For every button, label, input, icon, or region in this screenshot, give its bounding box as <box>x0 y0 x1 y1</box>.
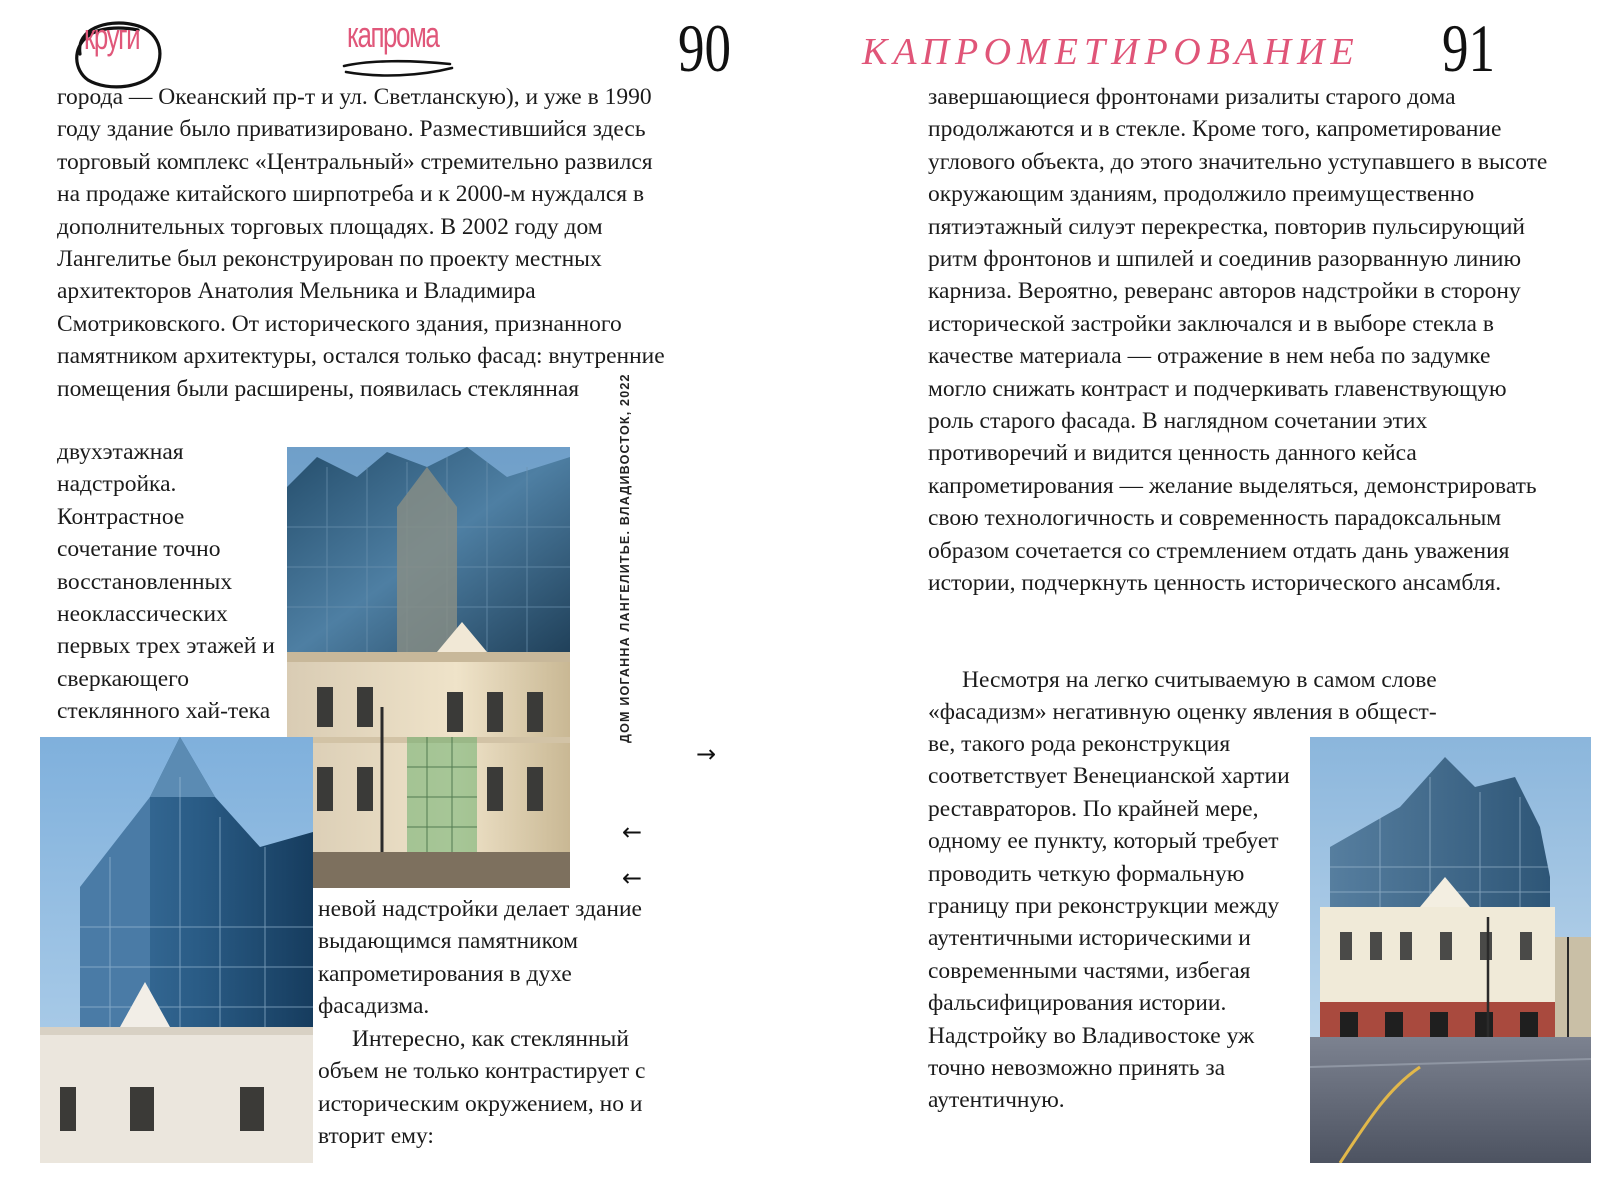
page-number-right: 91 <box>1442 10 1496 86</box>
building-photo-glass-corner <box>40 737 313 1163</box>
body-text-main: завершающиеся фронтонами ризалиты старого дома продолжаются и в стекле. Кроме того, капрометирование углового объекта, до этого значительно уступавшего в высоте окружающим зданиям, продолжило преимущественно пятиэтажный силуэт перекрестка, повторив пульсирующий ритм фронтонов и шпилей и соединив разорванную линию карниза. Вероятно, реверанс авторов надстройки в сторону исторической застройки заключался и в выборе стекла в качестве материала — отражение в нем неба по задумке могло снижать контраст и подчеркивать главенствующую роль старого фасада. В наглядном сочетании этих противоречий и видится ценность данного кейса капрометирования — желание выделяться, демонстрировать свою технологичность и современность парадоксальным образом сочетается со стремлением отдать дань уважения истории, подчеркнуть ценность исторического ансамбля. <box>928 84 1548 597</box>
body-text-top: города — Океанский пр-т и ул. Светланскую), и уже в 1990 году здание было приватизировано. Разместившийся здесь торговый комплекс «Центральный» стремительно развился на продаже китайского ширпотреба и к 2000-м нуждался в дополнительных торговых площадях. В 2002 году дом Лангелитье был реконструирован по проекту местных архитекторов Анатолия Мельника и Владимира Смотриковского. От исторического здания, признанного памятником архитектуры, остался только фасад: внутренние помещения были расширены, появилась стеклянная <box>57 84 665 402</box>
body-text-paragraph-2: Несмотря на легко считываемую в самом слове «фасадизм» негативную оценку явления в общест- <box>928 667 1437 726</box>
handwritten-tag-kaproma: капрома <box>347 14 439 55</box>
running-head: КАПРОМЕТИРОВАНИЕ <box>862 31 1360 73</box>
arrow-right-icon: → <box>696 740 717 768</box>
body-text-paragraph-2-column: ве, такого рода реконструкция соответствует Венецианской хартии реставраторов. По крайней мере, одному ее пункту, который требует проводить четкую формальную границу при реконструкции между аутентичными историческими и современными частями, избегая фальсифицирования истории. Надстройку во Владивостоке уж точно невозможно принять за аутентичную. <box>928 731 1290 1114</box>
photo-caption: ДОМ ИОГАННА ЛАНГЕЛИТЬЕ. ВЛАДИВОСТОК, 2022 <box>618 373 632 743</box>
right-page <box>800 0 1600 1200</box>
building-photo-facade <box>287 447 570 888</box>
building-photo-street-corner <box>1310 737 1591 1163</box>
arrow-left-icon: ← <box>622 864 643 892</box>
handwritten-tag-krugi: круги <box>84 16 140 57</box>
body-text-bottom-paragraph: Интересно, как стеклянный объем не только контрастирует с историческим окружением, но и вторит ему: <box>318 1026 646 1150</box>
hand-drawn-underline-icon <box>340 56 460 80</box>
body-text-column: двухэтажная надстройка. Контрастное сочетание точно восстановленных неоклассических первых трех этажей и сверкающего стеклянного хай-тека <box>57 439 275 725</box>
page-number-left: 90 <box>678 10 732 86</box>
arrow-left-icon: ← <box>622 818 643 846</box>
body-text-bottom: невой надстройки делает здание выдающимся памятником капрометирования в духе фасадизма. <box>318 896 642 1020</box>
